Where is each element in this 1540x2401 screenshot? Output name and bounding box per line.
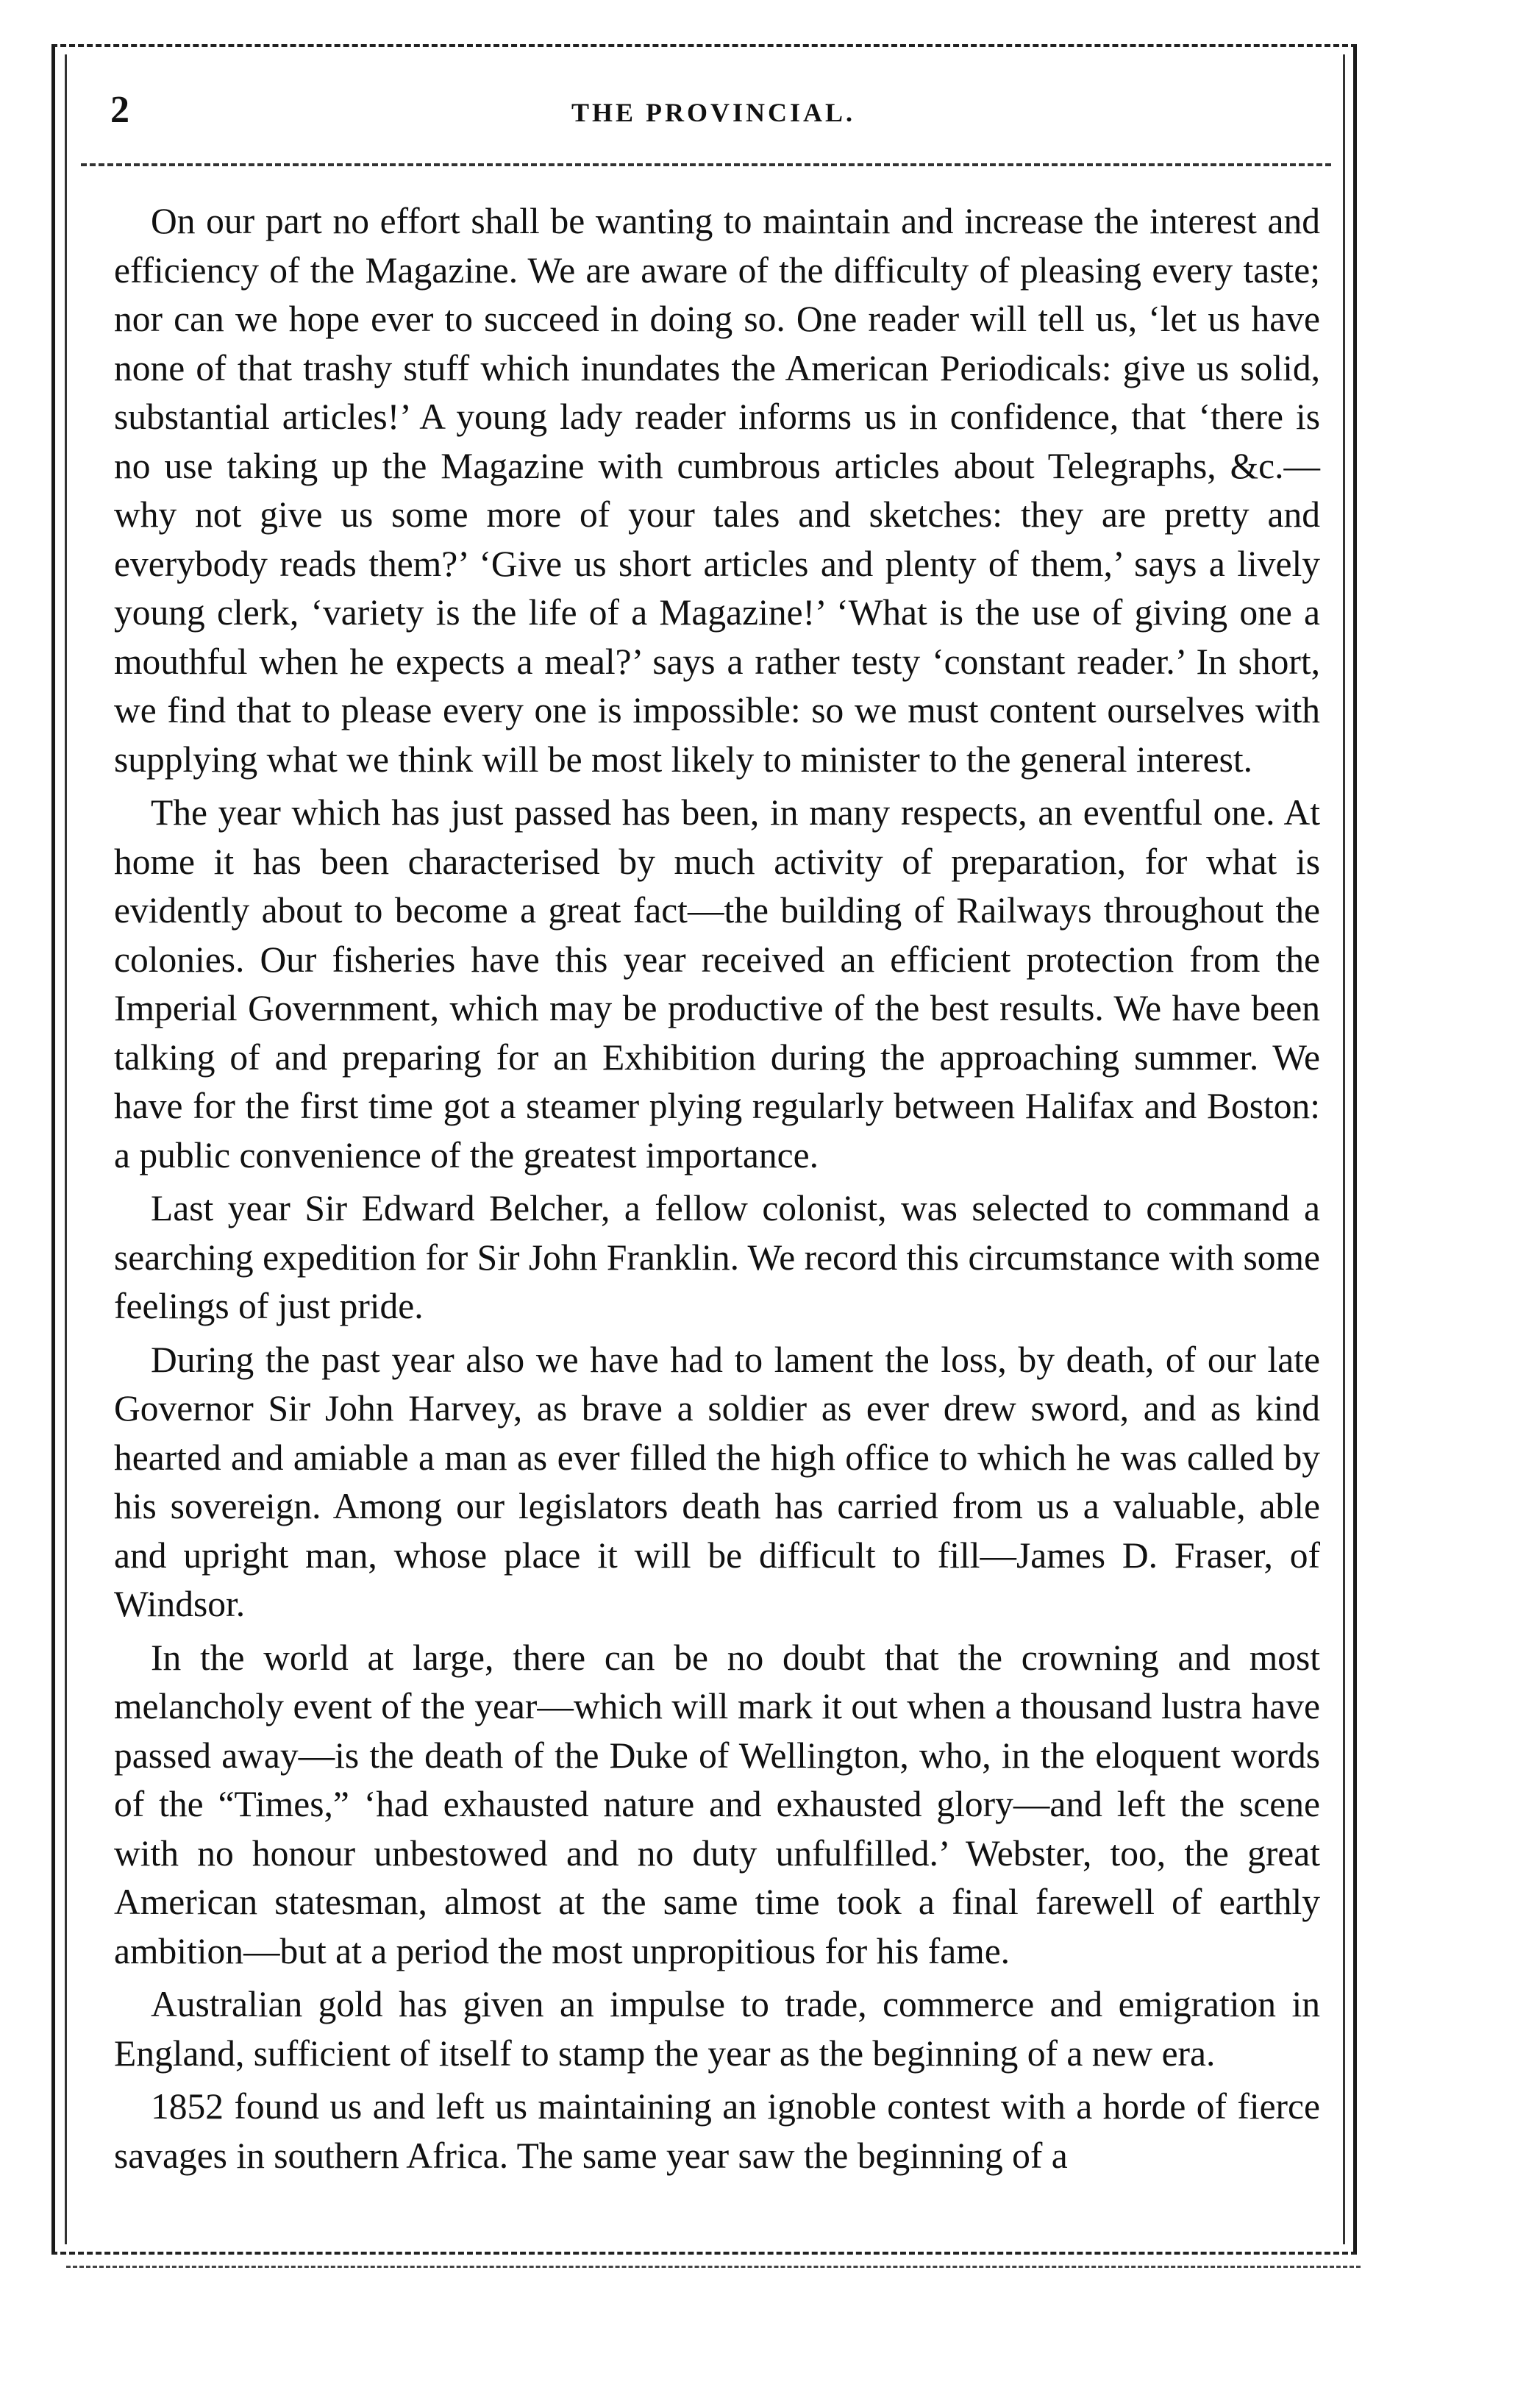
paragraph: Australian gold has given an impulse to trade, commerce and emigration in England, sufficient of itself to stamp the year as the beginning of a new era. [114,1984,1320,2074]
running-head: THE PROVINCIAL. [571,98,856,127]
paragraph: During the past year also we have had to lament the loss, by death, of our late Governor Sir John Harvey, as brave a soldier as ever drew sword, and as kind hearted and amiable a man as ever filled the high office to which he was called by his sovereign. Among our legislators death has carried from us a valuable, able and upright man, whose place it will be difficult to fill—James D. Fraser, of Windsor. [114,1339,1320,1624]
paragraph: 1852 found us and left us maintaining an ignoble contest with a horde of fierce savages in southern Africa. The same year saw the beginning of a [114,2086,1320,2176]
paragraph: Last year Sir Edward Belcher, a fellow colonist, was selected to command a searching expedition for Sir John Franklin. We record this circumstance with some feelings of just pride. [114,1188,1320,1326]
paragraph: On our part no effort shall be wanting to maintain and increase the interest and efficiency of the Magazine. We are aware of the difficulty of pleasing every taste; nor can we hope ever to succeed in doing so. One reader will tell us, ‘let us have none of that trashy stuff which inundates the American Periodicals: give us solid, substantial articles!’ A young lady reader informs us in confidence, that ‘there is no use taking up the Magazine with cumbrous articles about Telegraphs, &c.—why not give us some more of your tales and sketches: they are pretty and everybody reads them?’ ‘Give us short articles and plenty of them,’ says a lively young clerk, ‘variety is the life of a Magazine!’ ‘What is the use of giving one a mouthful when he expects a meal?’ says a rather testy ‘constant reader.’ In short, we find that to please every one is impossible: so we must content ourselves with supplying what we think will be most likely to minister to the general interest. [114,201,1320,780]
header-rule [81,163,1331,166]
page-number: 2 [110,89,129,131]
bottom-rule [66,2266,1361,2268]
paragraph: In the world at large, there can be no doubt that the crowning and most melancholy event of the year—which will mark it out when a thousand lustra have passed away—is the death of the Duke of Wellington, who, in the eloquent words of the “Times,” ‘had exhausted nature and exhausted glory—and left the scene with no honour unbestowed and no duty unfulfilled.’ Webster, too, the great American statesman, almost at the same time took a final farewell of earthly ambition—but at a period the most unpropitious for his fame. [114,1637,1320,1971]
paragraph: The year which has just passed has been, in many respects, an eventful one. At home it has been characterised by much activity of preparation, for what is evidently about to become a great fact—the building of Railways throughout the colonies. Our fisheries have this year received an efficient protection from the Imperial Government, which may be productive of the best results. We have been talking of and preparing for an Exhibition during the approaching summer. We have for the first time got a steamer plying regularly between Halifax and Boston: a public convenience of the greatest importance. [114,792,1320,1175]
article-body [114,197,1320,2185]
page-header [96,88,1331,147]
